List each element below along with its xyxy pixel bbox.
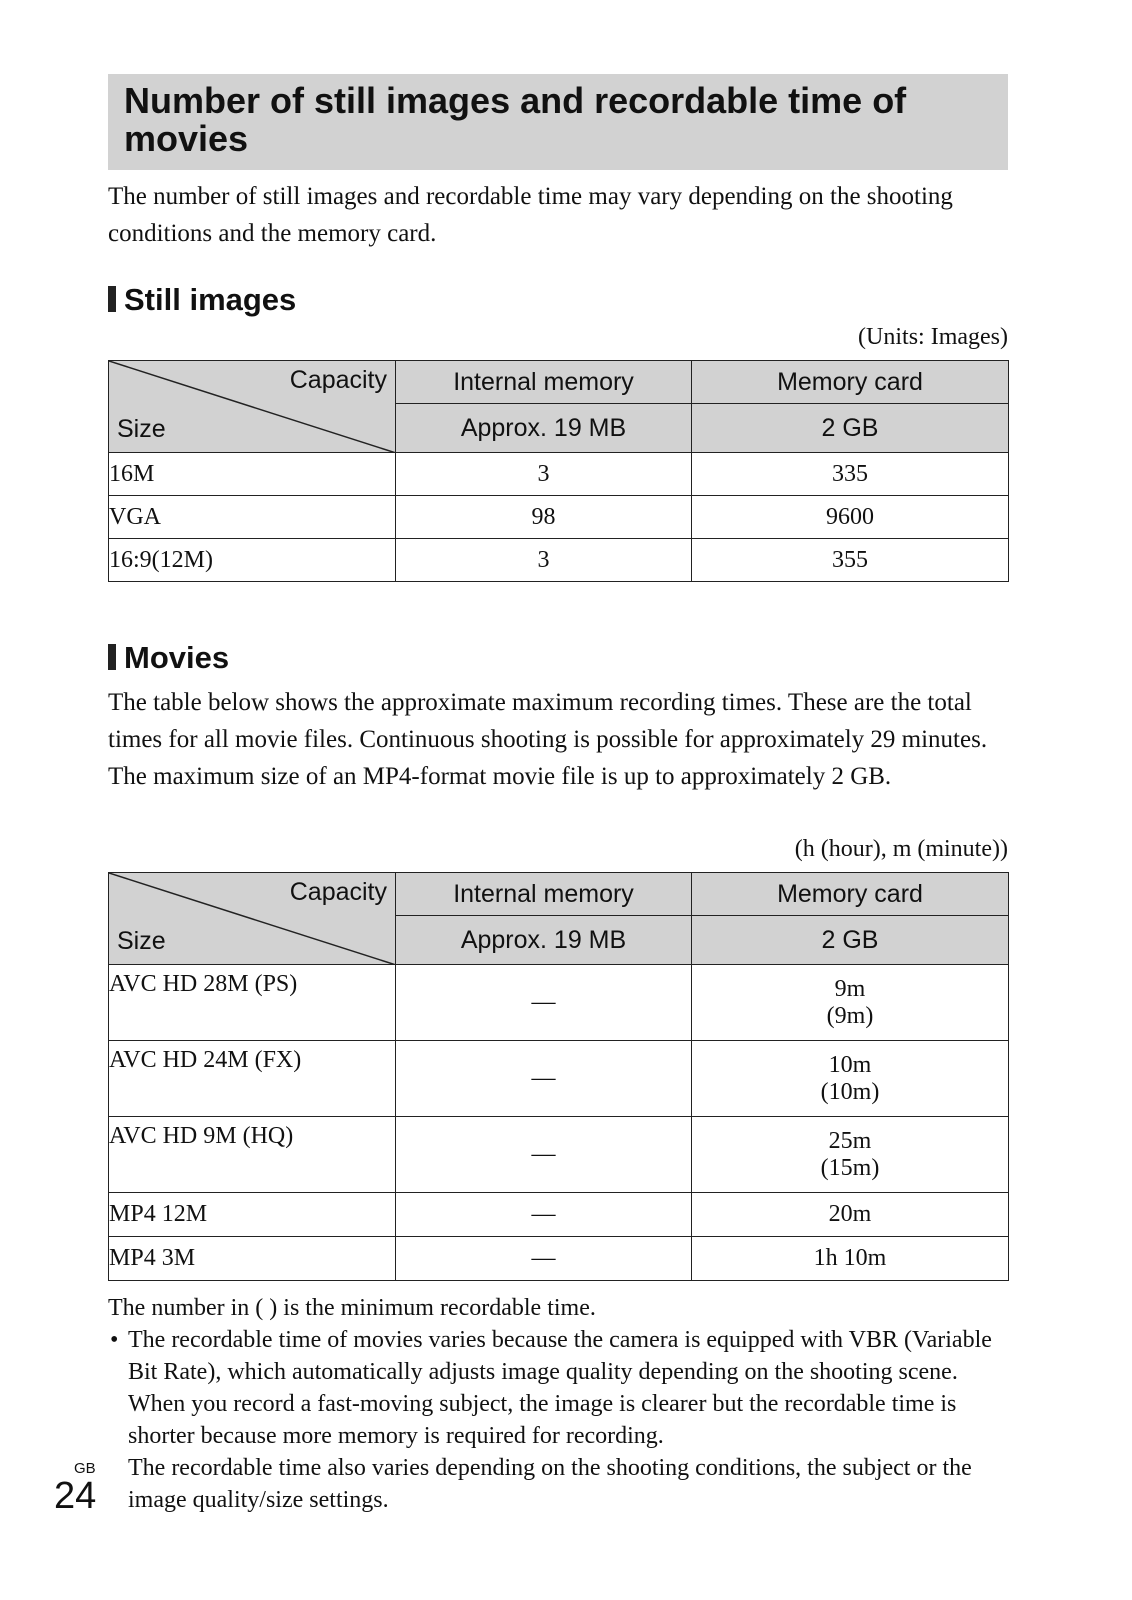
diagonal-header-cell [109, 361, 396, 453]
row-card: 9600 [692, 496, 1009, 539]
table-row [109, 453, 1009, 496]
row-internal: — [396, 1041, 692, 1117]
row-internal: 98 [396, 496, 692, 539]
section-bar-icon [108, 644, 116, 670]
row-size: AVC HD 9M (HQ) [109, 1117, 396, 1193]
row-internal: — [396, 1237, 692, 1281]
movies-heading-text: Movies [124, 640, 230, 675]
table-row [109, 539, 1009, 582]
bullet-icon: • [110, 1327, 119, 1353]
size-label: Size [117, 927, 166, 955]
row-internal: — [396, 1193, 692, 1237]
memory-card-header: Memory card [692, 361, 1009, 404]
row-internal: 3 [396, 539, 692, 582]
table-row [109, 1237, 1009, 1281]
internal-memory-header: Internal memory [396, 361, 692, 404]
page-title: Number of still images and recordable time of movies [124, 80, 907, 159]
row-card [692, 965, 1009, 1041]
movies-units-note: (h (hour), m (minute)) [794, 836, 1008, 862]
capacity-label: Capacity [289, 878, 387, 906]
table-row [109, 965, 1009, 1041]
notes-list [108, 1324, 1008, 1516]
bullet-text: The recordable time of movies varies because the camera is equipped with VBR (Variable Bit Rate), which automatically adjusts image quality depending on the shooting scene. When you record a fast-moving subject, the image is clearer but the recordable time is shorter because more memory is required for recording. [128, 1327, 992, 1449]
row-card-max: 9m [834, 975, 866, 1002]
still-images-heading-text: Still images [124, 282, 297, 317]
row-card: 335 [692, 453, 1009, 496]
memory-card-capacity: 2 GB [692, 404, 1009, 453]
row-card: 20m [692, 1193, 1009, 1237]
memory-card-capacity: 2 GB [692, 916, 1009, 965]
table-header-row [109, 361, 1009, 404]
list-item-continued: The recordable time also varies depending on the shooting conditions, the subject or the image quality/size settings. [128, 1455, 972, 1513]
internal-memory-capacity: Approx. 19 MB [396, 916, 692, 965]
page-region-label: GB [74, 1460, 96, 1477]
table-row [109, 1193, 1009, 1237]
capacity-label: Capacity [289, 366, 387, 394]
row-size: MP4 12M [109, 1193, 396, 1237]
movies-heading [108, 638, 708, 678]
table-row [109, 496, 1009, 539]
diagonal-header-cell [109, 873, 396, 965]
table-row [109, 1041, 1009, 1117]
row-card [692, 1117, 1009, 1193]
list-item [108, 1324, 1008, 1452]
row-card [692, 1041, 1009, 1117]
memory-card-header: Memory card [692, 873, 1009, 916]
table-header-row [109, 873, 1009, 916]
internal-memory-capacity: Approx. 19 MB [396, 404, 692, 453]
movies-description: The table below shows the approximate maximum recording times. These are the total times for all movie files. Continuous shooting is possible for approximately 29 minutes. The maximum size of an MP4-format movie file is up to approximately 2 GB. [108, 689, 988, 790]
movies-table [108, 872, 1009, 1281]
row-card-min: (10m) [820, 1078, 880, 1105]
still-units-note: (Units: Images) [858, 324, 1008, 350]
row-card: 355 [692, 539, 1009, 582]
row-internal: 3 [396, 453, 692, 496]
row-size: MP4 3M [109, 1237, 396, 1281]
row-internal: — [396, 965, 692, 1041]
row-size: VGA [109, 496, 396, 539]
minimum-time-note: The number in ( ) is the minimum recordable time. [108, 1295, 596, 1321]
size-label: Size [117, 415, 166, 443]
row-size: 16:9(12M) [109, 539, 396, 582]
table-row [109, 1117, 1009, 1193]
row-card-min: (9m) [826, 1002, 874, 1029]
internal-memory-header: Internal memory [396, 873, 692, 916]
still-images-table [108, 360, 1009, 582]
row-card-max: 25m [828, 1127, 872, 1154]
row-internal: — [396, 1117, 692, 1193]
section-bar-icon [108, 286, 116, 312]
still-images-heading [108, 280, 708, 320]
row-card-max: 10m [828, 1051, 872, 1078]
page-number: 24 [54, 1475, 97, 1517]
row-card: 1h 10m [692, 1237, 1009, 1281]
row-size: AVC HD 24M (FX) [109, 1041, 396, 1117]
intro-paragraph: The number of still images and recordable time may vary depending on the shooting conditions and the memory card. [108, 183, 953, 247]
row-size: 16M [109, 453, 396, 496]
row-size: AVC HD 28M (PS) [109, 965, 396, 1041]
title-band [108, 74, 1008, 170]
row-card-min: (15m) [820, 1154, 880, 1181]
